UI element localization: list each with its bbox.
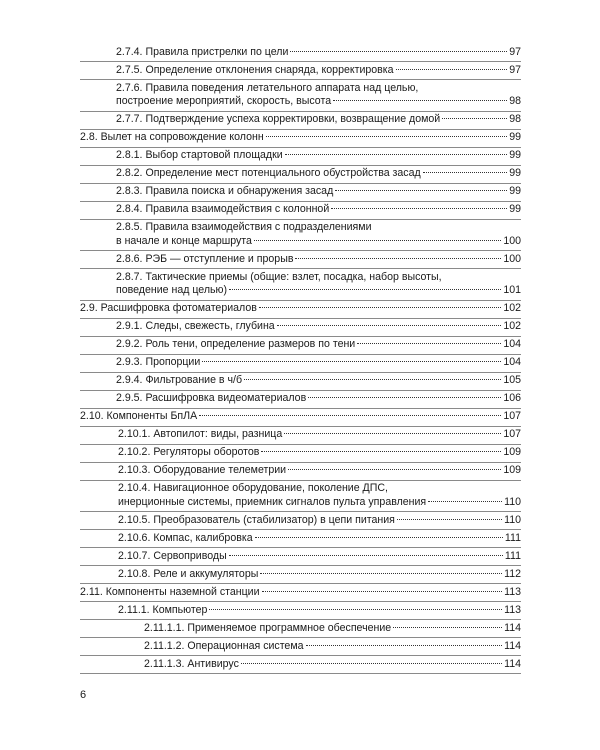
toc-entry-title: 2.8.3. Правила поиска и обнаружения засад [116, 185, 334, 197]
toc-entry-page: 105 [503, 374, 521, 386]
toc-entry-page: 98 [509, 95, 521, 107]
toc-entry-title: 2.10.3. Оборудование телеметрии [118, 464, 287, 476]
toc-entry-line [118, 496, 521, 510]
toc-entry-title: 2.9.2. Роль тени, определение размеров по тени [116, 338, 356, 350]
toc-entry [80, 481, 521, 513]
dot-leader [397, 519, 502, 520]
dot-leader [288, 469, 501, 470]
dot-leader [308, 397, 501, 398]
toc-entry-line [116, 320, 521, 334]
toc-entry-page: 97 [509, 45, 521, 58]
toc-entry-title-line: 2.7.6. Правила поведения летательного аппарата над целью, [116, 81, 419, 94]
toc-entry-title: 2.10.8. Реле и аккумуляторы [118, 567, 259, 580]
toc-entry-line [144, 658, 521, 672]
toc-entry [80, 220, 521, 252]
toc-entry [80, 80, 521, 112]
dot-leader [277, 325, 502, 326]
dot-leader [290, 51, 507, 52]
toc-entry-title: 2.11.1.3. Антивирус [144, 657, 239, 670]
toc-entry [80, 166, 521, 184]
toc-entry-page: 113 [504, 585, 521, 598]
dot-leader [229, 289, 501, 290]
toc-entry-line [116, 338, 521, 352]
toc-entry [80, 44, 521, 62]
toc-entry-title: 2.11.1.2. Операционная система [144, 639, 304, 652]
toc-entry-line [118, 550, 521, 564]
toc-entry-page: 111 [504, 549, 521, 562]
toc-entry-line [116, 113, 521, 127]
dot-leader [262, 591, 503, 592]
toc-entry-line [118, 464, 521, 478]
toc-entry [80, 656, 521, 674]
toc-entry-line [118, 532, 521, 546]
dot-leader [259, 307, 501, 308]
toc-entry-title-line: 2.10.4. Навигационное оборудование, поколение ДПС, [118, 482, 388, 494]
toc-entry-title: 2.9.4. Фильтрование в ч/б [116, 374, 243, 386]
dot-leader [335, 190, 507, 191]
toc-entry-line [80, 131, 521, 145]
dot-leader [428, 501, 502, 502]
toc-entry-line [116, 149, 521, 163]
toc-entry [80, 548, 521, 566]
toc-entry-title: 2.8.2. Определение мест потенциального обустройства засад [116, 167, 421, 179]
toc-entry-line [144, 622, 521, 636]
toc-entry-page: 106 [503, 392, 521, 404]
dot-leader [396, 69, 508, 70]
page-number: 6 [80, 689, 87, 701]
toc-entry-title: в начале и конце маршрута [116, 234, 252, 247]
toc-entry-page: 99 [509, 131, 521, 143]
toc-entry [80, 62, 521, 80]
toc-entry-page: 98 [509, 113, 521, 125]
toc-entry-line [116, 64, 521, 78]
toc-entry-title: 2.9.3. Пропорции [116, 356, 201, 368]
toc-entry-line [80, 586, 521, 600]
toc-entry-title: 2.10.6. Компас, калибровка [118, 531, 253, 544]
dot-leader [393, 627, 502, 628]
dot-leader [333, 100, 507, 101]
toc-entry-title: 2.8.6. РЭБ — отступление и прорыв [116, 252, 294, 265]
dot-leader [241, 663, 502, 664]
toc-entry-line [80, 302, 521, 316]
toc-entry [80, 269, 521, 301]
toc-entry [80, 148, 521, 166]
toc-entry-line [116, 95, 521, 109]
toc-entry [80, 602, 521, 620]
toc-entry-page: 107 [503, 428, 521, 440]
toc-entry-title: 2.11.1.1. Применяемое программное обеспечение [144, 621, 392, 634]
toc-entry-page: 99 [509, 185, 521, 197]
toc-entry [80, 373, 521, 391]
toc-entry-page: 109 [503, 446, 521, 458]
toc-entry-line [116, 185, 521, 199]
toc-entry [80, 584, 521, 602]
toc-entry-title: 2.10.1. Автопилот: виды, разница [118, 428, 283, 440]
toc-entry [80, 445, 521, 463]
dot-leader [209, 609, 502, 610]
toc-entry-title: построение мероприятий, скорость, высота [116, 95, 332, 107]
toc-entry [80, 202, 521, 220]
dot-leader [199, 415, 501, 416]
toc-entry-line [116, 203, 521, 217]
toc-entry-line [116, 46, 521, 60]
toc-entry-line [116, 167, 521, 181]
toc-entry-title: 2.9.1. Следы, свежесть, глубина [116, 320, 275, 332]
toc-entry-page: 114 [504, 621, 521, 634]
toc-entry-page: 100 [503, 234, 521, 247]
toc-entry-page: 102 [503, 320, 521, 332]
table-of-contents [80, 44, 521, 674]
dot-leader [255, 537, 503, 538]
toc-entry-page: 104 [503, 356, 521, 368]
toc-entry-page: 104 [503, 338, 521, 350]
dot-leader [260, 573, 502, 574]
toc-entry [80, 409, 521, 427]
toc-entry [80, 566, 521, 584]
toc-entry-line [116, 253, 521, 267]
toc-entry-title: 2.7.5. Определение отклонения снаряда, корректировка [116, 63, 394, 76]
dot-leader [442, 118, 507, 119]
toc-entry-title: 2.8. Вылет на сопровождение колонн [80, 131, 264, 143]
dot-leader [357, 343, 501, 344]
toc-entry-line [118, 428, 521, 442]
dot-leader [254, 240, 501, 241]
toc-entry-page: 101 [503, 284, 521, 296]
toc-entry-title: 2.8.4. Правила взаимодействия с колонной [116, 203, 330, 215]
toc-entry [80, 620, 521, 638]
toc-entry-page: 111 [504, 531, 521, 544]
toc-entry-line [118, 568, 521, 582]
toc-entry [80, 130, 521, 148]
toc-entry-page: 114 [504, 639, 521, 652]
toc-entry [80, 512, 521, 530]
toc-entry [80, 112, 521, 130]
toc-entry [80, 427, 521, 445]
toc-entry-page: 110 [504, 513, 521, 526]
dot-leader [244, 379, 501, 380]
dot-leader [229, 555, 503, 556]
dot-leader [284, 433, 501, 434]
toc-entry-title: инерционные системы, приемник сигналов пульта управления [118, 495, 427, 508]
toc-entry-title: 2.7.7. Подтверждение успеха корректировки, возвращение домой [116, 113, 441, 125]
toc-entry-title: 2.10.7. Сервоприводы [118, 549, 227, 562]
toc-entry-page: 99 [509, 203, 521, 215]
toc-entry-page: 99 [509, 149, 521, 161]
dot-leader [261, 451, 501, 452]
toc-entry [80, 391, 521, 409]
toc-entry-line [118, 604, 521, 618]
toc-entry [80, 638, 521, 656]
toc-entry-title-line: 2.8.5. Правила взаимодействия с подразделениями [116, 221, 372, 233]
dot-leader [202, 361, 501, 362]
toc-entry-line [116, 284, 521, 298]
toc-entry [80, 337, 521, 355]
toc-entry-title: 2.11.1. Компьютер [118, 603, 208, 616]
toc-entry-title: 2.11. Компоненты наземной станции [80, 585, 260, 598]
toc-entry-line [116, 235, 521, 249]
toc-entry-line [116, 356, 521, 370]
toc-entry [80, 301, 521, 319]
toc-entry-title-line: 2.8.7. Тактические приемы (общие: взлет, посадка, набор высоты, [116, 270, 442, 283]
toc-entry [80, 463, 521, 481]
toc-entry-page: 113 [504, 603, 521, 616]
toc-entry-title: 2.9.5. Расшифровка видеоматериалов [116, 392, 307, 404]
toc-entry-line [116, 374, 521, 388]
toc-entry-title: поведение над целью) [116, 284, 228, 296]
toc-entry-title: 2.10.2. Регуляторы оборотов [118, 446, 260, 458]
toc-entry-line [144, 640, 521, 654]
toc-entry-title: 2.10. Компоненты БпЛА [80, 410, 198, 422]
toc-entry-title: 2.8.1. Выбор стартовой площадки [116, 149, 283, 161]
toc-entry [80, 530, 521, 548]
toc-entry [80, 184, 521, 202]
toc-entry [80, 251, 521, 269]
toc-entry-page: 110 [504, 495, 521, 508]
toc-entry [80, 355, 521, 373]
toc-entry-line [118, 446, 521, 460]
toc-entry-page: 107 [503, 410, 521, 422]
dot-leader [331, 208, 507, 209]
toc-entry-page: 112 [504, 567, 521, 580]
toc-entry-line [118, 514, 521, 528]
toc-entry-line [80, 410, 521, 424]
toc-entry-page: 99 [509, 167, 521, 179]
toc-entry-page: 109 [503, 464, 521, 476]
toc-entry-line [116, 392, 521, 406]
toc-entry-page: 97 [509, 63, 521, 76]
dot-leader [295, 258, 501, 259]
toc-entry-page: 100 [503, 252, 521, 265]
toc-entry-page: 102 [503, 302, 521, 314]
dot-leader [266, 136, 508, 137]
dot-leader [423, 172, 508, 173]
toc-entry-title: 2.10.5. Преобразователь (стабилизатор) в цепи питания [118, 513, 395, 526]
toc-entry [80, 319, 521, 337]
toc-entry-page: 114 [504, 657, 521, 670]
dot-leader [306, 645, 503, 646]
toc-entry-title: 2.7.4. Правила пристрелки по цели [116, 45, 289, 58]
toc-entry-title: 2.9. Расшифровка фотоматериалов [80, 302, 257, 314]
dot-leader [285, 154, 508, 155]
